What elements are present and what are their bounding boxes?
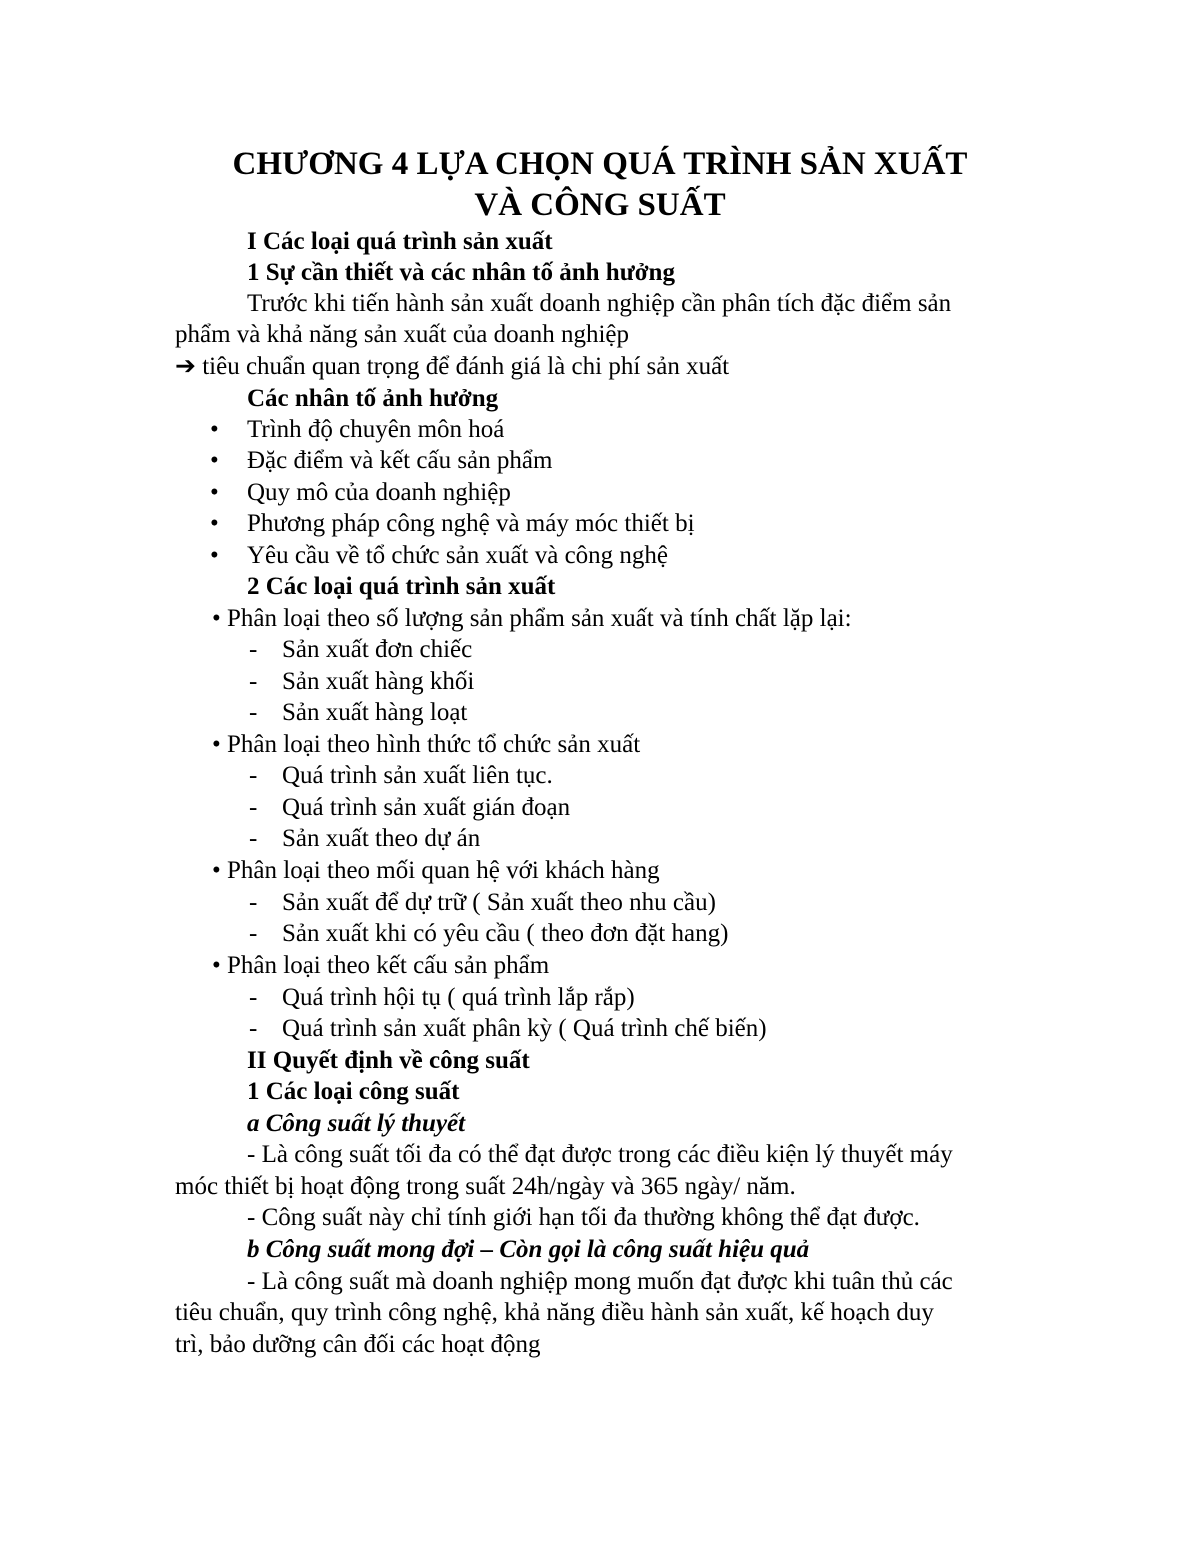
dash-icon: - bbox=[249, 889, 258, 916]
classification-item: Quá trình sản xuất phân kỳ ( Quá trình chế biến) bbox=[282, 1015, 767, 1042]
classification-label: Phân loại theo số lượng sản phẩm sản xuất và tính chất lặp lại: bbox=[227, 605, 852, 632]
bullet-icon: • bbox=[210, 479, 219, 506]
classification-line bbox=[212, 855, 660, 886]
factor-item: Phương pháp công nghệ và máy móc thiết bị bbox=[247, 510, 695, 537]
classification-item: Sản xuất đơn chiếc bbox=[282, 636, 473, 663]
factor-item: Yêu cầu về tổ chức sản xuất và công nghệ bbox=[247, 542, 669, 569]
dash-icon: - bbox=[249, 1015, 258, 1042]
factors-heading: Các nhân tố ảnh hưởng bbox=[247, 385, 499, 412]
classification-item: Quá trình sản xuất liên tục. bbox=[282, 762, 553, 789]
paragraph-line: - Công suất này chỉ tính giới hạn tối đa thường không thể đạt được. bbox=[247, 1204, 920, 1231]
subsection-heading-2-1: 1 Các loại công suất bbox=[247, 1078, 460, 1105]
paragraph-line: móc thiết bị hoạt động trong suất 24h/ngày và 365 ngày/ năm. bbox=[175, 1173, 796, 1200]
classification-label: Phân loại theo mối quan hệ với khách hàng bbox=[227, 857, 660, 884]
chapter-title-line-2: VÀ CÔNG SUẤT bbox=[474, 187, 726, 223]
dash-icon: - bbox=[249, 636, 258, 663]
bullet-icon: • bbox=[212, 731, 221, 758]
section-heading-2: II Quyết định về công suất bbox=[247, 1047, 530, 1074]
dash-icon: - bbox=[249, 825, 258, 852]
bullet-icon: • bbox=[210, 416, 219, 443]
classification-line bbox=[212, 729, 640, 760]
chapter-title-line-1: CHƯƠNG 4 LỰA CHỌN QUÁ TRÌNH SẢN XUẤT bbox=[232, 146, 968, 182]
bullet-icon: • bbox=[210, 510, 219, 537]
classification-item: Sản xuất theo dự án bbox=[282, 825, 481, 852]
right-arrow-icon: ➔ bbox=[175, 353, 196, 380]
factor-item: Trình độ chuyên môn hoá bbox=[247, 416, 505, 443]
dash-icon: - bbox=[249, 984, 258, 1011]
classification-label: Phân loại theo kết cấu sản phẩm bbox=[227, 952, 550, 979]
paragraph-line: Trước khi tiến hành sản xuất doanh nghiệp cần phân tích đặc điểm sản bbox=[247, 290, 952, 317]
bullet-icon: • bbox=[210, 542, 219, 569]
subheading-a: a Công suất lý thuyết bbox=[247, 1110, 466, 1137]
dash-icon: - bbox=[249, 668, 258, 695]
classification-line bbox=[212, 950, 549, 981]
subheading-b: b Công suất mong đợi – Còn gọi là công suất hiệu quả bbox=[247, 1236, 810, 1263]
factor-item: Đặc điểm và kết cấu sản phẩm bbox=[247, 447, 553, 474]
classification-line bbox=[212, 603, 852, 634]
bullet-icon: • bbox=[210, 447, 219, 474]
paragraph-line: trì, bảo dưỡng cân đối các hoạt động bbox=[175, 1331, 541, 1358]
classification-item: Sản xuất hàng khối bbox=[282, 668, 475, 695]
classification-label: Phân loại theo hình thức tổ chức sản xuất bbox=[227, 731, 641, 758]
bullet-icon: • bbox=[212, 605, 221, 632]
dash-icon: - bbox=[249, 699, 258, 726]
bullet-icon: • bbox=[212, 857, 221, 884]
paragraph-line: phẩm và khả năng sản xuất của doanh nghiệp bbox=[175, 321, 630, 348]
subsection-heading-1-1: 1 Sự cần thiết và các nhân tố ảnh hưởng bbox=[247, 259, 675, 286]
classification-item: Sản xuất hàng loạt bbox=[282, 699, 468, 726]
dash-icon: - bbox=[249, 762, 258, 789]
dash-icon: - bbox=[249, 920, 258, 947]
classification-item: Quá trình sản xuất gián đoạn bbox=[282, 794, 571, 821]
classification-item: Sản xuất khi có yêu cầu ( theo đơn đặt hang) bbox=[282, 920, 729, 947]
paragraph-line: - Là công suất mà doanh nghiệp mong muốn đạt được khi tuân thủ các bbox=[247, 1268, 953, 1295]
classification-item: Quá trình hội tụ ( quá trình lắp rắp) bbox=[282, 984, 635, 1011]
classification-item: Sản xuất để dự trữ ( Sản xuất theo nhu cầu) bbox=[282, 889, 716, 916]
arrow-conclusion-line bbox=[175, 351, 729, 382]
section-heading-1: I Các loại quá trình sản xuất bbox=[247, 228, 553, 255]
factor-item: Quy mô của doanh nghiệp bbox=[247, 479, 511, 506]
subsection-heading-1-2: 2 Các loại quá trình sản xuất bbox=[247, 573, 556, 600]
arrow-conclusion-text: tiêu chuẩn quan trọng để đánh giá là chi phí sản xuất bbox=[202, 353, 730, 380]
dash-icon: - bbox=[249, 794, 258, 821]
paragraph-line: tiêu chuẩn, quy trình công nghệ, khả năng điều hành sản xuất, kế hoạch duy bbox=[175, 1299, 934, 1326]
bullet-icon: • bbox=[212, 952, 221, 979]
paragraph-line: - Là công suất tối đa có thể đạt được trong các điều kiện lý thuyết máy bbox=[247, 1141, 953, 1168]
